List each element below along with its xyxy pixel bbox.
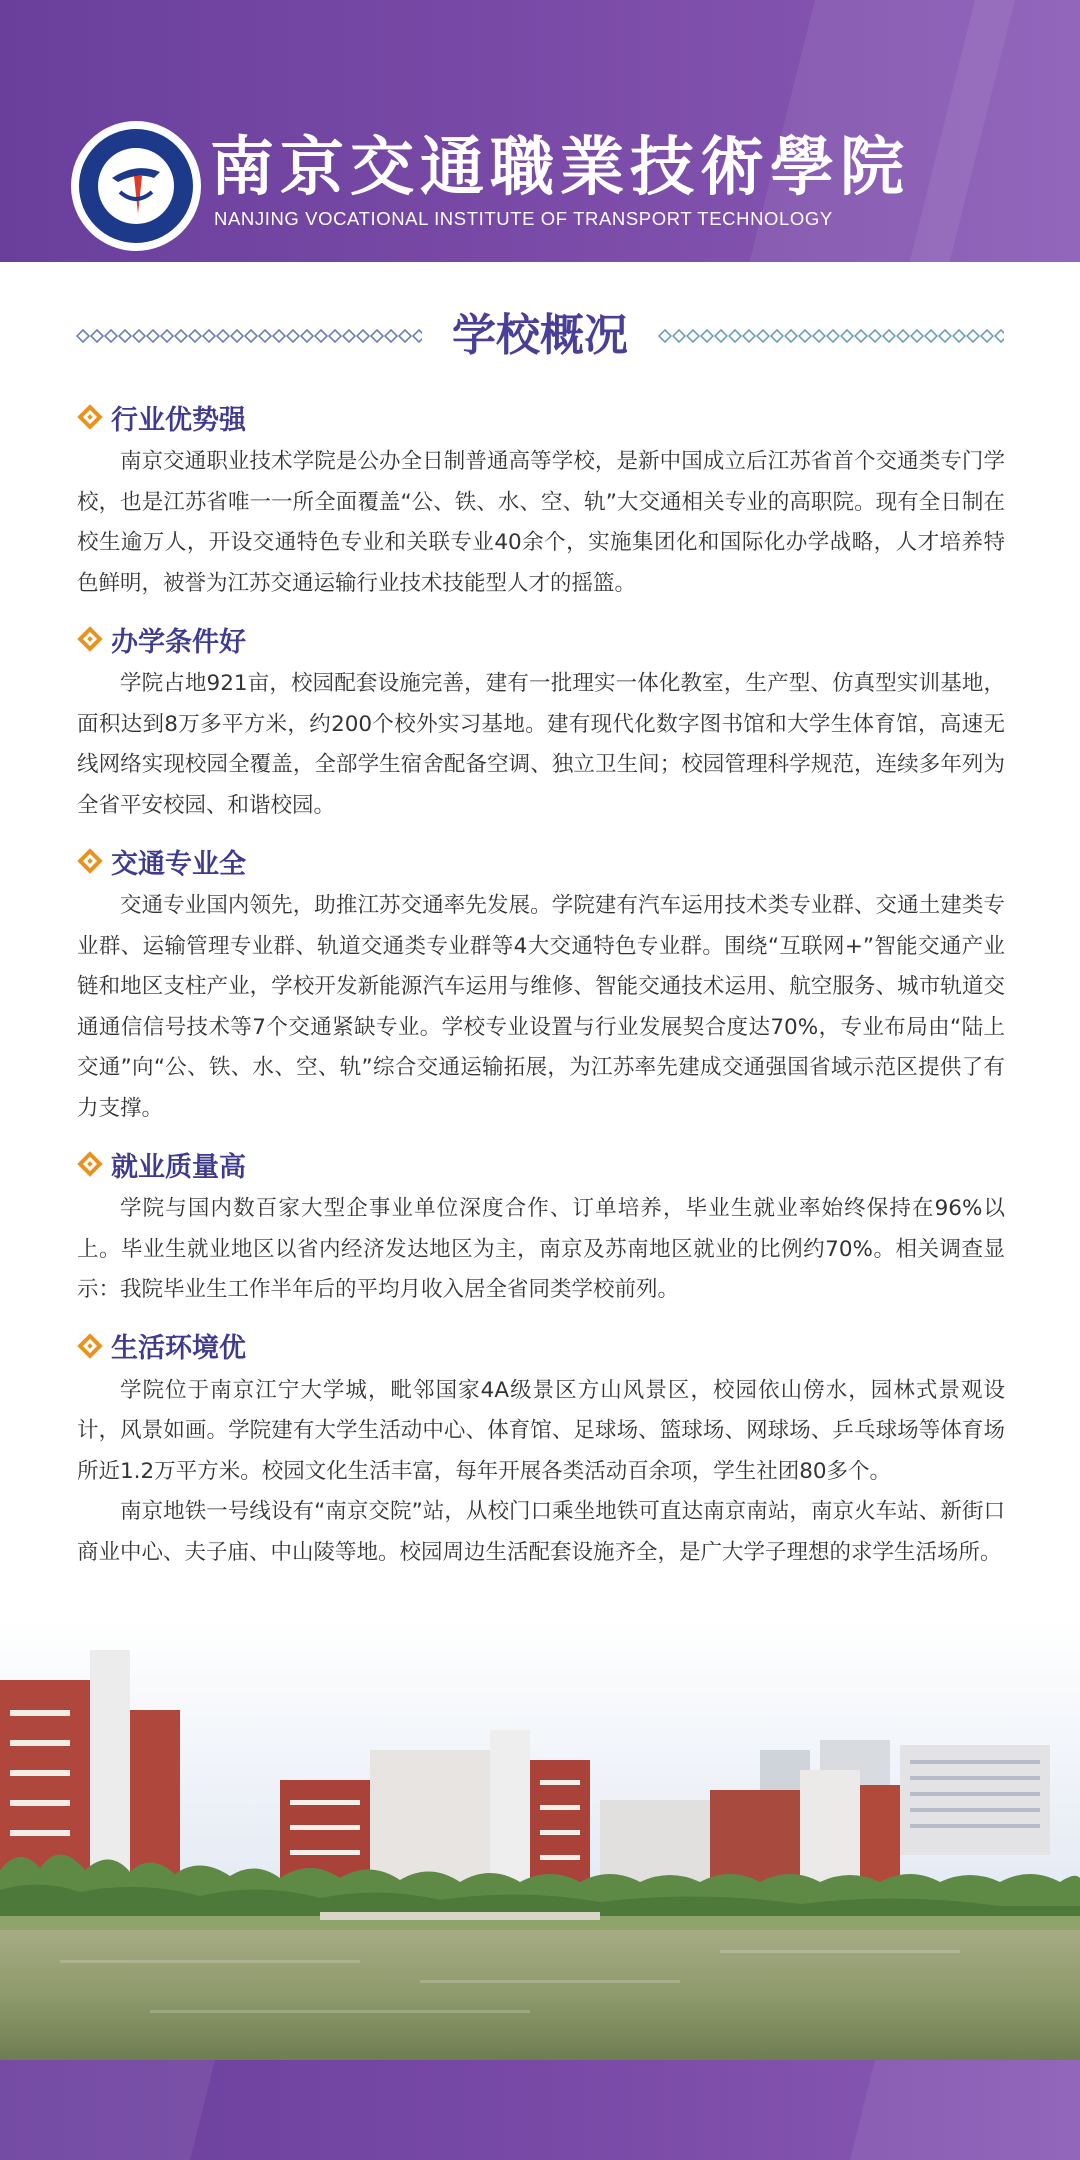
overview-content (77, 392, 1005, 1583)
school-emblem-icon (74, 124, 198, 248)
section-heading (77, 836, 1005, 886)
school-name-cn: 南京交通職業技術學院 (210, 130, 910, 205)
section-title: 交通专业全 (111, 848, 246, 880)
section-paragraph: 学院与国内数百家大型企事业单位深度合作、订单培养，毕业生就业率始终保持在96%以上。毕业生就业地区以省内经济发达地区为主，南京及苏南地区就业的比例约70%。相关调查显示：我院毕业生工作半年后的平均月收入居全省同类学校前列。 (77, 1196, 1005, 1302)
diamond-bullet-icon (77, 626, 102, 651)
footer-decor-band (0, 2060, 220, 2160)
section-paragraph: 交通专业国内领先，助推江苏交通率先发展。学院建有汽车运用技术类专业群、交通土建类专业群、运输管理专业群、轨道交通类专业群等4大交通特色专业群。围绕“互联网+”智能交通产业链和地区支柱产业，学校开发新能源汽车运用与维修、智能交通技术运用、航空服务、城市轨道交通通信信号技术等7个交通紧缺专业。学校专业设置与行业发展契合度达70%，专业布局由“陆上交通”向“公、铁、水、空、轨”综合交通运输拓展，为江苏率先建成交通强国省域示范区提供了有力支撑。 (77, 893, 1005, 1121)
section-title: 生活环境优 (111, 1333, 246, 1364)
section-environment (77, 1321, 1005, 1574)
section-industry (77, 392, 1005, 604)
section-title: 就业质量高 (111, 1151, 246, 1183)
section-majors (77, 836, 1005, 1129)
section-conditions (77, 614, 1005, 826)
section-paragraph: 南京地铁一号线设有“南京交院”站，从校门口乘坐地铁可直达南京南站，南京火车站、新街口商业中心、夫子庙、中山陵等地。校园周边生活配套设施齐全，是广大学子理想的求学生活场所。 (77, 1499, 1005, 1565)
diamond-bullet-icon (77, 848, 102, 873)
title-ornament-right (658, 328, 1004, 344)
section-title: 行业优势强 (111, 404, 246, 436)
diamond-bullet-icon (77, 1151, 102, 1176)
title-ornament-left (76, 328, 422, 344)
header-banner (0, 0, 1080, 262)
section-paragraph: 学院占地921亩，校园配套设施完善，建有一批理实一体化教室，生产型、仿真型实训基地，面积达到8万多平方米，约200个校外实习基地。建有现代化数字图书馆和大学生体育馆，高速无线网络实现校园全覆盖，全部学生宿舍配备空调、独立卫生间；校园管理科学规范，连续多年列为全省平安校园、和谐校园。 (77, 671, 1005, 818)
section-title: 办学条件好 (111, 626, 246, 658)
section-heading (77, 614, 1005, 664)
section-heading (77, 1139, 1005, 1189)
page-title-row (76, 308, 1004, 364)
section-paragraph: 学院位于南京江宁大学城，毗邻国家4A级景区方山风景区，校园依山傍水，园林式景观设计，风景如画。学院建有大学生活动中心、体育馆、足球场、篮球场、网球场、乒乓球场等体育场所近1.2万平方米。校园文化生活丰富，每年开展各类活动百余项，学生社团80多个。 (77, 1377, 1005, 1484)
school-name-en: NANJING VOCATIONAL INSTITUTE OF TRANSPORT TECHNOLOGY (214, 208, 833, 229)
footer-decor-band (840, 2060, 1080, 2160)
section-heading (77, 392, 1005, 442)
diamond-bullet-icon (77, 1333, 102, 1358)
footer-band (0, 2060, 1080, 2160)
page-title: 学校概况 (452, 310, 628, 361)
diamond-bullet-icon (77, 404, 102, 429)
section-employment (77, 1139, 1005, 1311)
section-heading (77, 1321, 1005, 1371)
section-paragraph: 南京交通职业技术学院是公办全日制普通高等学校，是新中国成立后江苏省首个交通类专门学校，也是江苏省唯一一所全面覆盖“公、铁、水、空、轨”大交通相关专业的高职院。现有全日制在校生逾万人，开设交通特色专业和关联专业40余个，实施集团化和国际化办学战略，人才培养特色鲜明，被誉为江苏交通运输行业技术技能型人才的摇篮。 (77, 449, 1005, 596)
campus-photo (0, 1620, 1080, 2060)
